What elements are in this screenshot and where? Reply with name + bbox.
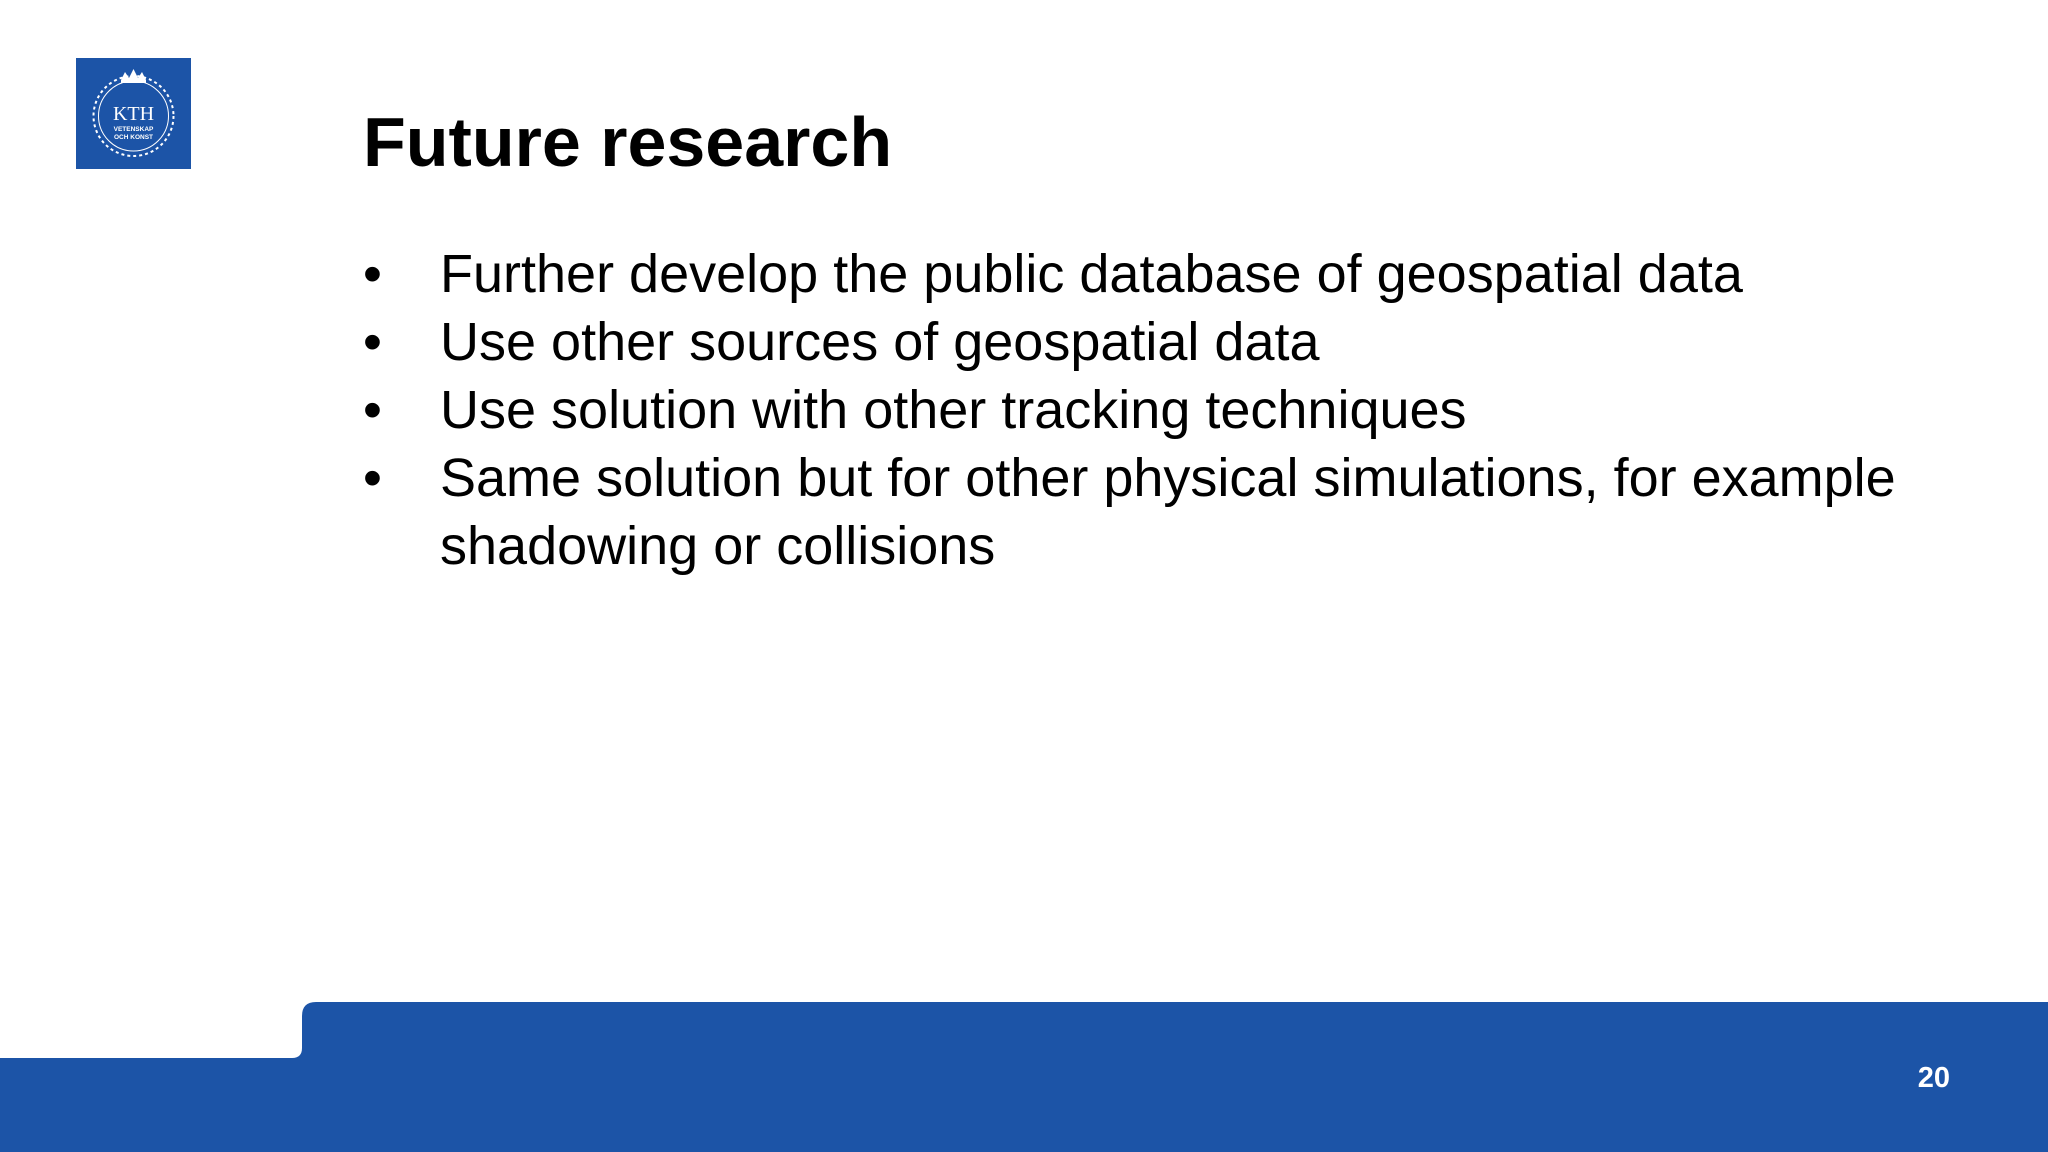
bullet-list bbox=[363, 240, 1923, 580]
slide-title: Future research bbox=[363, 103, 893, 181]
bullet-text: Use other sources of geospatial data bbox=[440, 312, 1320, 372]
bullet-marker: • bbox=[363, 380, 382, 440]
bullet-item bbox=[363, 444, 1923, 580]
bullet-text: Same solution but for other physical simulations, for example shadowing or collisions bbox=[440, 448, 1896, 576]
bullet-item bbox=[363, 308, 1923, 376]
bullet-marker: • bbox=[363, 312, 382, 372]
bullet-marker: • bbox=[363, 448, 382, 508]
bullet-item bbox=[363, 240, 1923, 308]
footer-band bbox=[0, 1002, 2048, 1152]
bullet-text: Further develop the public database of geospatial data bbox=[440, 244, 1743, 304]
kth-logo-icon bbox=[76, 58, 191, 169]
svg-text:KTH: KTH bbox=[112, 103, 155, 125]
page-number: 20 bbox=[1917, 1062, 1950, 1094]
bullet-marker: • bbox=[363, 244, 382, 304]
svg-text:VETENSKAP: VETENSKAP bbox=[113, 126, 154, 133]
bullet-item bbox=[363, 376, 1923, 444]
bullet-text: Use solution with other tracking techniques bbox=[440, 380, 1467, 440]
svg-text:OCH KONST: OCH KONST bbox=[114, 134, 153, 141]
